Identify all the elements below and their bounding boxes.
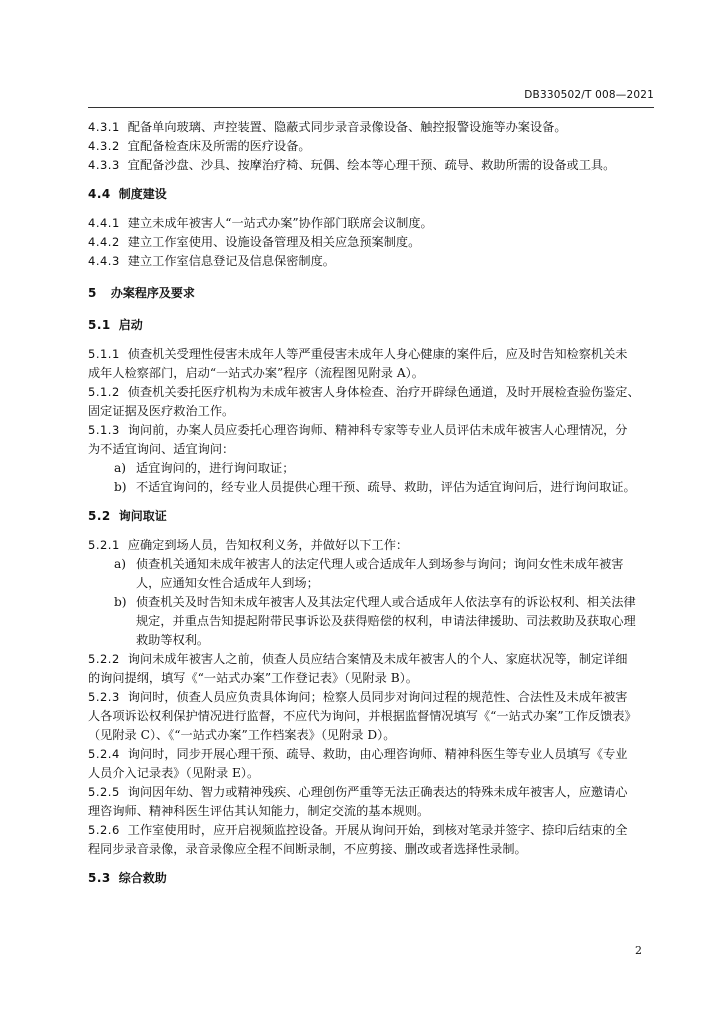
section-title: 启动 xyxy=(118,318,143,332)
list-text-line: 规定，并重点告知提起附带民事诉讼及获得赔偿的权利，申请法律援助、司法救助及获取心理 xyxy=(136,614,636,628)
clause-5-2-5 xyxy=(88,783,656,821)
clause-text: 宜配备检查床及所需的医疗设备。 xyxy=(127,139,311,153)
section-number: 5.2 xyxy=(88,509,111,523)
clause-text-line: 人员介入记录表》（见附录 E）。 xyxy=(88,766,260,780)
clause-number: 4.3.2 xyxy=(88,139,120,153)
clause-number: 5.2.3 xyxy=(88,690,120,704)
list-text-line: 侦查机关通知未成年被害人的法定代理人或合适成年人到场参与询问；询问女性未成年被害 xyxy=(136,557,624,571)
clause-text-line: 程同步录音录像，录音录像应全程不间断录制，不应剪接、删改或者选择性录制。 xyxy=(88,842,527,856)
clause-4-3-3 xyxy=(88,156,656,175)
section-number: 4.4 xyxy=(88,187,111,201)
list-text-line: 救助等权利。 xyxy=(136,633,210,647)
clause-text: 建立工作室信息登记及信息保密制度。 xyxy=(127,254,335,268)
clause-text-line: 成年人检察部门，启动“一站式办案”程序（流程图见附录 A）。 xyxy=(88,366,424,380)
clause-number: 5.2.2 xyxy=(88,652,120,666)
list-text-line: 侦查机关及时告知未成年被害人及其法定代理人或合适成年人依法享有的诉讼权利、相关法律 xyxy=(136,595,636,609)
section-heading-5-3 xyxy=(88,869,656,888)
list-item xyxy=(88,459,656,478)
clause-number: 5.1.3 xyxy=(88,423,120,437)
clause-number: 4.3.1 xyxy=(88,120,120,134)
clause-text-line: 工作室使用时，应开启视频监控设备。开展从询问开始，到核对笔录并签字、捺印后结束的全 xyxy=(127,823,628,837)
section-heading-5-2 xyxy=(88,507,656,526)
clause-number: 4.4.3 xyxy=(88,254,120,268)
list-label: a) xyxy=(114,557,127,571)
clause-5-2-3 xyxy=(88,688,656,745)
clause-number: 5.2.1 xyxy=(88,538,120,552)
clause-text: 应确定到场人员，告知权利义务，并做好以下工作： xyxy=(127,538,409,552)
section-title: 办案程序及要求 xyxy=(110,286,195,300)
list-label: a) xyxy=(114,461,127,475)
clause-number: 4.4.2 xyxy=(88,235,120,249)
clause-text-line: 侦查机关受理性侵害未成年人等严重侵害未成年人身心健康的案件后，应及时告知检察机关未 xyxy=(127,347,628,361)
clause-text-line: （见附录 C）、《“一站式办案”工作档案表》（见附录 D）。 xyxy=(88,728,396,742)
clause-text-line: 理咨询师、精神科医生评估其认知能力，制定交流的基本规则。 xyxy=(88,804,430,818)
page-number: 2 xyxy=(635,944,642,957)
clause-text: 配备单向玻璃、声控装置、隐蔽式同步录音录像设备、触控报警设施等办案设备。 xyxy=(127,120,567,134)
clause-5-2-2 xyxy=(88,650,656,688)
clause-text-line: 为不适宜询问、适宜询问： xyxy=(88,442,235,456)
clause-text: 宜配备沙盘、沙具、按摩治疗椅、玩偶、绘本等心理干预、疏导、救助所需的设备或工具。 xyxy=(127,158,616,172)
clause-4-4-3 xyxy=(88,252,656,271)
header-rule xyxy=(88,107,654,108)
clause-text-line: 的询问提纲，填写《“一站式办案”工作登记表》（见附录 B）。 xyxy=(88,671,418,685)
clause-text: 建立未成年被害人“一站式办案”协作部门联席会议制度。 xyxy=(127,216,433,230)
clause-4-3-1 xyxy=(88,118,656,137)
clause-text-line: 询问未成年被害人之前，侦查人员应结合案情及未成年被害人的个人、家庭状况等，制定详细 xyxy=(127,652,628,666)
clause-text-line: 询问前，办案人员应委托心理咨询师、精神科专家等专业人员评估未成年被害人心理情况，分 xyxy=(127,423,628,437)
section-heading-4-4 xyxy=(88,185,656,204)
section-number: 5.1 xyxy=(88,318,111,332)
clause-5-2-1 xyxy=(88,536,656,555)
list-item xyxy=(88,555,656,593)
clause-number: 5.1.1 xyxy=(88,347,120,361)
clause-number: 5.2.6 xyxy=(88,823,120,837)
clause-number: 5.2.5 xyxy=(88,785,120,799)
section-number: 5.3 xyxy=(88,871,111,885)
section-title: 综合救助 xyxy=(118,871,167,885)
clause-5-2-6 xyxy=(88,821,656,859)
clause-5-1-2 xyxy=(88,383,656,421)
clause-5-1-1 xyxy=(88,345,656,383)
clause-text-line: 侦查机关委托医疗机构为未成年被害人身体检查、治疗开辟绿色通道，及时开展检查验伤鉴定、 xyxy=(127,385,640,399)
section-title: 制度建设 xyxy=(118,187,167,201)
clause-text-line: 询问时，同步开展心理干预、疏导、救助，由心理咨询师、精神科医生等专业人员填写《专业 xyxy=(127,747,628,761)
clause-text-line: 固定证据及医疗救治工作。 xyxy=(88,404,235,418)
clause-5-2-4 xyxy=(88,745,656,783)
list-label: b) xyxy=(114,480,127,494)
clause-number: 5.1.2 xyxy=(88,385,120,399)
clause-number: 4.3.3 xyxy=(88,158,120,172)
list-item xyxy=(88,593,656,650)
clause-text-line: 询问时，侦查人员应负责具体询问；检察人员同步对询问过程的规范性、合法性及未成年被害 xyxy=(127,690,628,704)
list-text: 不适宜询问的，经专业人员提供心理干预、疏导、救助，评估为适宜询问后，进行询问取证。 xyxy=(136,480,636,494)
section-heading-5 xyxy=(88,284,656,303)
clause-number: 4.4.1 xyxy=(88,216,120,230)
document-body xyxy=(88,118,656,888)
list-label: b) xyxy=(114,595,127,609)
section-title: 询问取证 xyxy=(118,509,167,523)
clause-4-4-2 xyxy=(88,233,656,252)
clause-5-1-3 xyxy=(88,421,656,459)
section-number: 5 xyxy=(88,286,97,300)
list-text-line: 人，应通知女性合适成年人到场； xyxy=(136,576,319,590)
clause-text-line: 询问因年幼、智力或精神残疾、心理创伤严重等无法正确表达的特殊未成年被害人，应邀请心 xyxy=(127,785,628,799)
clause-4-4-1 xyxy=(88,214,656,233)
clause-number: 5.2.4 xyxy=(88,747,120,761)
list-text: 适宜询问的，进行询问取证； xyxy=(136,461,295,475)
document-code: DB330502/T 008—2021 xyxy=(524,89,654,101)
section-heading-5-1 xyxy=(88,316,656,335)
clause-4-3-2 xyxy=(88,137,656,156)
clause-text-line: 人各项诉讼权利保护情况进行监督，不应代为询问，并根据监督情况填写《“一站式办案”工作反馈表》 xyxy=(88,709,637,723)
list-item xyxy=(88,478,656,497)
clause-text: 建立工作室使用、设施设备管理及相关应急预案制度。 xyxy=(127,235,421,249)
